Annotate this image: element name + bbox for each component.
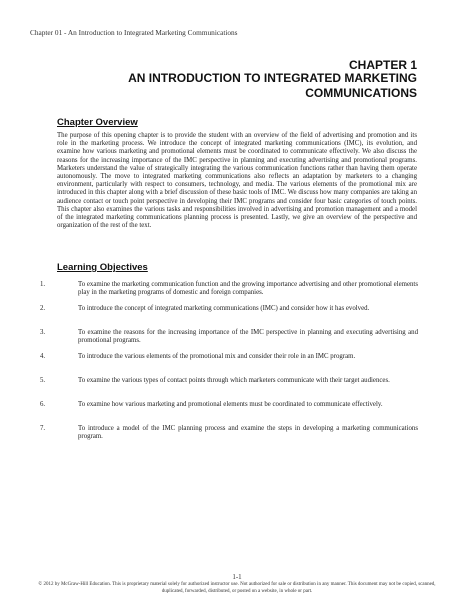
objective-number: 5. bbox=[40, 377, 46, 384]
objective-number: 6. bbox=[40, 401, 46, 408]
objective-text: To introduce the various elements of the promotional mix and consider their role in an IMC program. bbox=[78, 353, 356, 360]
objective-number: 3. bbox=[40, 329, 46, 336]
objective-number: 4. bbox=[40, 353, 46, 360]
objectives-heading: Learning Objectives bbox=[57, 262, 148, 273]
copyright-notice: © 2012 by McGraw-Hill Education. This is proprietary material solely for authorized instructor use. Not authorized for sale or distribution in any manner. This document may not be copied, scanned, duplicated, forwarded, distributed, or posted on a website, in whole or part. bbox=[38, 582, 436, 594]
objective-number: 7. bbox=[40, 425, 46, 432]
objective-number: 2. bbox=[40, 305, 46, 312]
objective-text: To examine how various marketing and promotional elements must be coordinated to communicate effectively. bbox=[78, 401, 383, 408]
objective-text: To examine the various types of contact points through which marketers communicate with their target audiences. bbox=[78, 377, 390, 384]
objective-number: 1. bbox=[40, 281, 46, 288]
overview-paragraph: The purpose of this opening chapter is to provide the student with an overview of the field of advertising and promotion and its role in the marketing process. We introduce the concept of integrated marketing communications (IMC), its evolution, and examine how various marketing and promotional elements must be coordinated to communicate effectively. We also discuss the reasons for the increasing importance of the IMC perspective in planning and executing advertising and promotional programs. Marketers understand the value of strategically integrating the various communication functions rather than having them operate autonomously. The move to integrated marketing communications also reflects an adaptation by marketers to a changing environment, particularly with respect to consumers, technology, and media. The various elements of the promotional mix are introduced in this chapter along with a brief discussion of these basic tools of IMC. We discuss how many companies are taking an audience contact or touch point perspective in developing their IMC programs and consider four basic categories of touch points. This chapter also examines the various tasks and responsibilities involved in advertising and promotion management and a model of the integrated marketing communications planning process is presented. Lastly, we give an overview of the perspective and organization of the rest of the text. bbox=[57, 132, 417, 230]
chapter-title: AN INTRODUCTION TO INTEGRATED MARKETING COMMUNICATIONS bbox=[128, 71, 417, 100]
running-header: Chapter 01 - An Introduction to Integrated Marketing Communications bbox=[30, 28, 238, 37]
objective-text: To introduce a model of the IMC planning process and examine the steps in developing a marketing communications program. bbox=[78, 425, 418, 441]
overview-heading: Chapter Overview bbox=[57, 117, 138, 128]
objective-text: To examine the reasons for the increasing importance of the IMC perspective in planning and executing advertising and promotional programs. bbox=[78, 329, 418, 345]
page-number: 1-1 bbox=[232, 573, 242, 581]
objective-text: To examine the marketing communication function and the growing importance advertising and other promotional elements play in the marketing programs of domestic and foreign companies. bbox=[78, 281, 418, 297]
objective-text: To introduce the concept of integrated marketing communications (IMC) and consider how it has evolved. bbox=[78, 305, 370, 312]
chapter-number: CHAPTER 1 bbox=[348, 58, 417, 72]
